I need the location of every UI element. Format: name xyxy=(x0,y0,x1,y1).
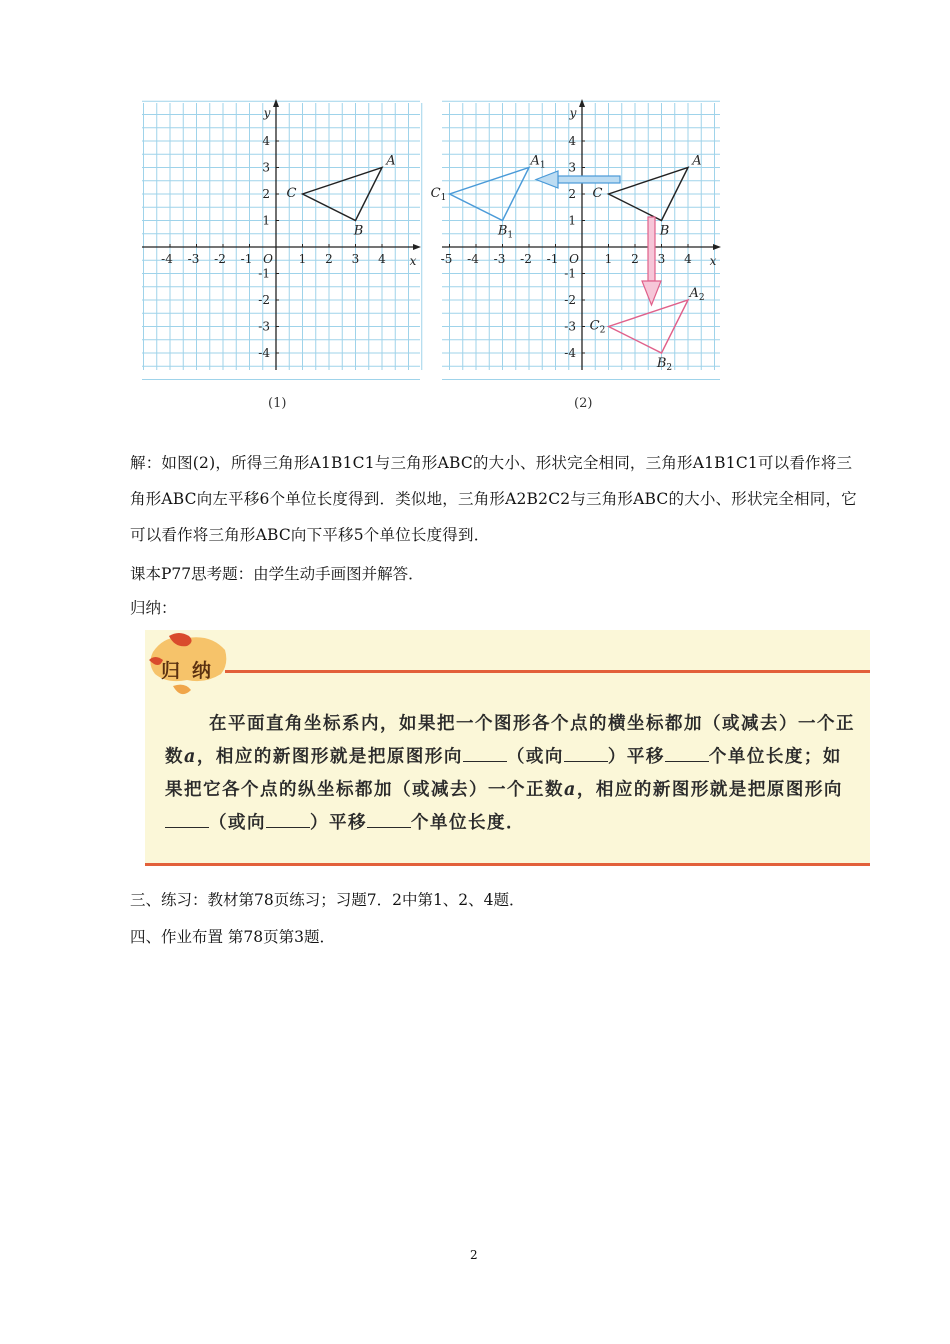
x-axis-label: x xyxy=(709,254,717,268)
x-tick-label: -4 xyxy=(161,252,173,266)
y-axis-arrow xyxy=(273,99,279,107)
x-axis-label: x xyxy=(409,254,417,268)
y-tick-label: 2 xyxy=(568,187,576,201)
x-tick-label: -3 xyxy=(187,252,200,266)
summary-label: 归纳： xyxy=(130,599,177,617)
vertex-label-b: B xyxy=(659,223,670,239)
x-tick-label: -2 xyxy=(214,252,226,266)
x-tick-label: -2 xyxy=(520,252,532,266)
summary-top-rule xyxy=(225,670,870,673)
summary-text-2: ，相应的新图形就是把原图形向 xyxy=(196,747,463,767)
summary-text xyxy=(165,708,855,840)
x-tick-label: -3 xyxy=(493,252,506,266)
down-arrow-head xyxy=(642,281,661,305)
x-tick-label: 3 xyxy=(351,252,360,266)
y-tick-label: 4 xyxy=(568,134,576,148)
vertex-label-c: C xyxy=(286,186,297,201)
page-number: 2 xyxy=(470,1248,478,1262)
summary-text-8: ）平移 xyxy=(310,813,367,833)
textbook-question-line: 课本P77思考题：由学生动手画图并解答． xyxy=(130,565,424,583)
y-tick-label: 2 xyxy=(262,187,270,201)
vertex-label-b: B xyxy=(353,223,364,239)
y-tick-label: 3 xyxy=(568,160,576,175)
y-axis-arrow xyxy=(579,99,585,107)
y-tick-label: -1 xyxy=(564,266,576,281)
x-tick-label: 1 xyxy=(604,252,613,266)
y-tick-label: -3 xyxy=(564,319,576,334)
y-tick-label: 3 xyxy=(262,160,270,175)
summary-text-3: （或向 xyxy=(506,747,564,767)
figure-1-caption: (1) xyxy=(268,396,287,411)
summary-text-1: 在平面直角坐标系内，如果把一个图形各个点的横坐标都加（或减去）一个正数 xyxy=(165,714,855,767)
summary-box xyxy=(145,630,870,866)
x-tick-label: -5 xyxy=(440,252,453,266)
left-arrow-shaft xyxy=(558,176,620,183)
homework-line: 四、作业布置 第78页第3题． xyxy=(130,928,336,946)
figure-1-coordinate-plane xyxy=(140,95,425,380)
solution-text: 解：如图(2)，所得三角形A1B1C1与三角形ABC的大小、形状完全相同，三角形A1B1C1可以看作将三角形ABC向左平移6个单位长度得到．类似地，三角形A2B2C2与三角形ABC的大小、形状完全相同，它可以看作将三角形ABC向下平移5个单位长度得到． xyxy=(130,454,857,544)
y-tick-label: 1 xyxy=(568,213,576,228)
x-tick-label: 2 xyxy=(325,252,333,266)
origin-label: O xyxy=(263,252,273,266)
x-tick-label: 4 xyxy=(684,252,692,266)
y-axis-label: y xyxy=(569,106,577,120)
vertex-label-c2: $C_2$ xyxy=(589,318,606,336)
summary-text-6: ，相应的新图形就是把原图形向 xyxy=(576,780,843,800)
x-tick-label: 2 xyxy=(631,252,639,266)
variable-a-1: a xyxy=(184,747,197,767)
y-tick-label: -1 xyxy=(258,266,270,281)
left-arrow-head xyxy=(536,171,558,188)
solution-paragraph xyxy=(130,445,860,553)
vertex-label-c1: $C_1$ xyxy=(430,186,447,203)
vertex-label-a: A xyxy=(692,153,702,169)
y-tick-label: 1 xyxy=(262,213,270,228)
summary-text-4: ）平移 xyxy=(607,747,665,767)
summary-text-5: 个单位长度；如果把它各个点的纵坐标都加（或减去）一个正数 xyxy=(165,747,842,800)
x-axis-arrow xyxy=(713,244,721,250)
vertex-label-c: C xyxy=(592,186,603,201)
blank-3[interactable] xyxy=(665,743,709,762)
variable-a-2: a xyxy=(564,780,577,800)
vertex-label-a1: $A_1$ xyxy=(530,153,546,171)
figure-2-caption: (2) xyxy=(574,396,593,411)
origin-label: O xyxy=(569,252,579,266)
summary-text-7: （或向 xyxy=(209,813,266,833)
summary-title: 归纳 xyxy=(161,660,224,682)
x-tick-label: -1 xyxy=(240,252,253,266)
blank-4[interactable] xyxy=(165,809,209,828)
x-axis-arrow xyxy=(413,244,421,250)
y-tick-label: -4 xyxy=(564,346,576,360)
y-axis-label: y xyxy=(263,106,271,120)
x-tick-label: -4 xyxy=(467,252,479,266)
y-tick-label: -3 xyxy=(258,319,270,334)
vertex-label-b1: $B_1$ xyxy=(497,223,514,241)
x-tick-label: 1 xyxy=(298,252,307,266)
exercise-line: 三、练习：教材第78页练习；习题7．2中第1、2、4题． xyxy=(130,891,525,909)
vertex-label-a2: $A_2$ xyxy=(689,286,705,303)
blank-2[interactable] xyxy=(564,743,608,762)
blank-1[interactable] xyxy=(463,743,507,762)
x-tick-label: 4 xyxy=(378,252,386,266)
y-tick-label: -2 xyxy=(258,293,270,307)
vertex-label-b2: $B_2$ xyxy=(656,356,673,373)
y-tick-label: -2 xyxy=(564,293,576,307)
down-arrow-shaft xyxy=(648,217,655,281)
x-tick-label: 3 xyxy=(657,252,666,266)
figure-2-coordinate-plane xyxy=(430,95,725,380)
x-tick-label: -1 xyxy=(546,252,559,266)
y-tick-label: -4 xyxy=(258,346,270,360)
blank-6[interactable] xyxy=(367,809,411,828)
summary-text-9: 个单位长度． xyxy=(411,813,525,833)
y-tick-label: 4 xyxy=(262,134,270,148)
vertex-label-a: A xyxy=(386,153,396,169)
blank-5[interactable] xyxy=(266,809,310,828)
summary-bottom-rule xyxy=(145,863,870,866)
